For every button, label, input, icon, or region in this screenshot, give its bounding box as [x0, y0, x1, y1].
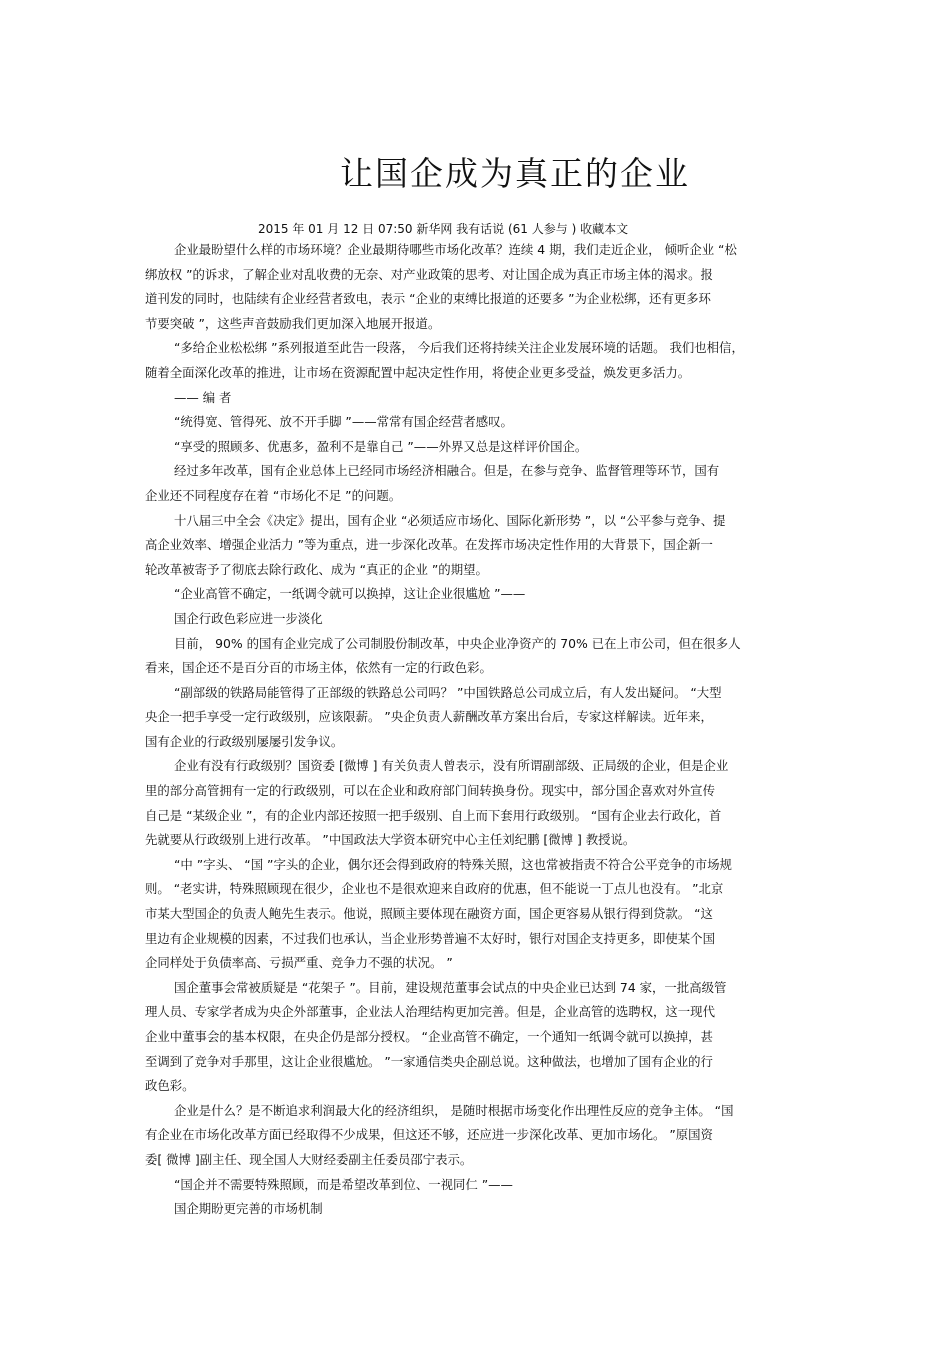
- body-line: 轮改革被寄予了彻底去除行政化、成为 “真正的企业 ”的期望。: [145, 561, 488, 577]
- body-line: “享受的照顾多、优惠多，盈利不是靠自己 ”——外界又总是这样评价国企。: [174, 438, 588, 454]
- body-line: 有企业在市场化改革方面已经取得不少成果，但这还不够，还应进一步深化改革、更加市场化。 ”原国资: [145, 1127, 713, 1143]
- body-line: 理人员、专家学者成为央企外部董事，企业法人治理结构更加完善。但是，企业高管的选聘权，这一现代: [145, 1004, 715, 1020]
- section-heading: 国企期盼更完善的市场机制: [174, 1201, 323, 1217]
- body-line: “统得宽、管得死、放不开手脚 ”——常常有国企经营者感叹。: [174, 414, 513, 430]
- body-line: 十八届三中全会《决定》提出，国有企业 “必须适应市场化、国际化新形势 ”，以 “公平参与竞争、提: [174, 512, 726, 528]
- body-line: 政色彩。: [145, 1078, 195, 1094]
- body-line: 至调到了竞争对手那里，这让企业很尴尬。 ”一家通信类央企副总说。这种做法，也增加了国有企业的行: [145, 1053, 713, 1069]
- section-heading: 国企行政色彩应进一步淡化: [174, 610, 323, 626]
- body-line: 央企一把手享受一定行政级别，应该限薪。 ”央企负责人薪酬改革方案出台后，专家这样解读。近年来，: [145, 709, 713, 725]
- body-line: 里的部分高管拥有一定的行政级别，可以在企业和政府部门间转换身份。现实中，部分国企喜欢对外宣传: [145, 783, 715, 799]
- article-meta: 2015 年 01 月 12 日 07:50 新华网 我有话说 (61 人参与 ) 收藏本文: [258, 222, 629, 236]
- body-line: 经过多年改革，国有企业总体上已经同市场经济相融合。但是，在参与竞争、监督管理等环节，国有: [174, 463, 720, 479]
- article-title: 让国企成为真正的企业: [340, 154, 690, 193]
- body-line: 看来，国企还不是百分百的市场主体，依然有一定的行政色彩。: [145, 660, 492, 676]
- body-line: 先就要从行政级别上进行改革。 ”中国政法大学资本研究中心主任刘纪鹏 [微博 ] 教授说。: [145, 832, 636, 848]
- body-line: 市某大型国企的负责人鲍先生表示。他说，照顾主要体现在融资方面，国企更容易从银行得到贷款。 “这: [145, 906, 713, 922]
- body-line: 企业中董事会的基本权限，在央企仍是部分授权。 “企业高管不确定，一个通知一纸调令就可以换掉，甚: [145, 1029, 713, 1044]
- body-line: “副部级的铁路局能管得了正部级的铁路总公司吗？ ”中国铁路总公司成立后，有人发出疑问。 “大型: [174, 684, 722, 700]
- body-line: 委[ 微博 ]副主任、现全国人大财经委副主任委员邵宁表示。: [145, 1151, 473, 1167]
- body-line: 国企董事会常被质疑是 “花架子 ”。目前，建设规范董事会试点的中央企业已达到 74 家，一批高级管: [174, 979, 727, 995]
- body-line: 节要突破 ”，这些声音鼓励我们更加深入地展开报道。: [145, 315, 441, 331]
- body-line: 里边有企业规模的因素，不过我们也承认，当企业形势普遍不太好时，银行对国企支持更多，即使某个国: [145, 930, 715, 946]
- body-line: “中 ”字头、 “国 ”字头的企业，偶尔还会得到政府的特殊关照，这也常被指责不符合公平竞争的市场规: [174, 856, 732, 872]
- body-line: 企业是什么？是不断追求利润最大化的经济组织， 是随时根据市场变化作出理性反应的竞争主体。 “国: [174, 1102, 734, 1118]
- body-line: “国企并不需要特殊照顾，而是希望改革到位、一视同仁 ”——: [174, 1176, 513, 1192]
- body-line: “多给企业松松绑 ”系列报道至此告一段落， 今后我们还将持续关注企业发展环境的话题。 我们也相信，: [174, 340, 744, 356]
- body-line: 企业还不同程度存在着 “市场化不足 ”的问题。: [145, 487, 402, 503]
- body-line: 企业有没有行政级别？国资委 [微博 ] 有关负责人曾表示，没有所谓副部级、正局级的企业，但是企业: [174, 758, 729, 774]
- body-line: 自己是 “某级企业 ”，有的企业内部还按照一把手级别、自上而下套用行政级别。 “国有企业去行政化，首: [145, 807, 722, 823]
- article-body: [145, 238, 815, 1222]
- body-line: 绑放权 ”的诉求，了解企业对乱收费的无奈、对产业政策的思考、对让国企成为真正市场主体的渴求。报: [145, 266, 713, 282]
- body-line: 道刊发的同时，也陆续有企业经营者致电，表示 “企业的束缚比报道的还要多 ”为企业松绑，还有更多环: [145, 291, 711, 307]
- body-line: 国有企业的行政级别屡屡引发争议。: [145, 733, 344, 749]
- body-line: 企同样处于负债率高、亏损严重、竞争力不强的状况。 ”: [145, 955, 453, 971]
- body-line: 企业最盼望什么样的市场环境？企业最期待哪些市场化改革？连续 4 期，我们走近企业， 倾听企业 “松: [174, 242, 737, 257]
- body-line: “企业高管不确定，一纸调令就可以换掉，这让企业很尴尬 ”——: [174, 586, 526, 602]
- body-line: 则。 “老实讲，特殊照顾现在很少，企业也不是很欢迎来自政府的优惠，但不能说一丁点儿也没有。 ”北京: [145, 881, 724, 897]
- body-line: 高企业效率、增强企业活力 ”等为重点，进一步深化改革。在发挥市场决定性作用的大背景下，国企新一: [145, 537, 713, 553]
- body-line: 随着全面深化改革的推进，让市场在资源配置中起决定性作用，将使企业更多受益，焕发更多活力。: [145, 364, 691, 380]
- body-line: 目前， 90% 的国有企业完成了公司制股份制改革，中央企业净资产的 70% 已在上市公司，但在很多人: [174, 635, 741, 651]
- body-line: —— 编 者: [174, 389, 232, 405]
